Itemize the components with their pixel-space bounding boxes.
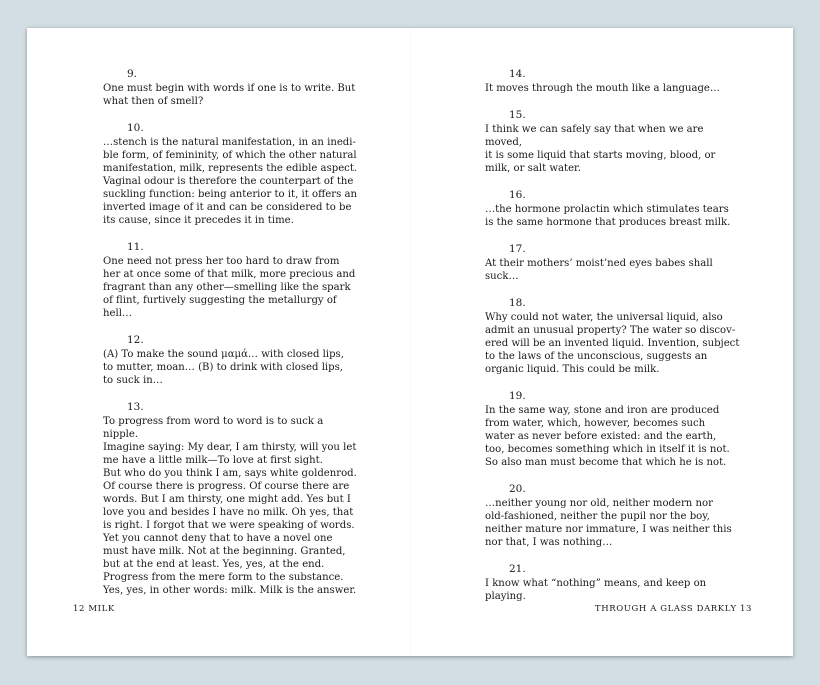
section-number: 10. xyxy=(127,122,144,134)
section-text: I think we can safely say that when we are moved, it is some liquid that starts moving, blood, or milk, or salt water. xyxy=(485,124,716,174)
section-16 xyxy=(485,189,743,229)
section-text: At their mothers’ moist’ned eyes babes shall suck… xyxy=(485,258,713,282)
section-text: …the hormone prolactin which stimulates tears is the same hormone that produces breast milk. xyxy=(485,204,731,228)
section-text: To progress from word to word is to suck a nipple. Imagine saying: My dear, I am thirsty, will you let me have a little milk—To love at first sight. But who do you think I am, says white goldenrod. Of course there is progress. Of course there are words. But I am thirsty, one might add. Yes but I love you and besides I have no milk. Oh yes, that is right. I forgot that we were speaking of words. Yet you cannot deny that to have a novel one must have milk. Not at the beginning. Granted, but at the end at least. Yes, yes, at the end. Progress from the mere form to the substance. Yes, yes, in other words: milk. Milk is the answer. xyxy=(103,416,357,596)
section-number: 15. xyxy=(509,109,526,121)
section-17 xyxy=(485,243,743,283)
section-number: 20. xyxy=(509,483,526,495)
section-19 xyxy=(485,390,743,469)
section-text: In the same way, stone and iron are produced from water, which, however, becomes such water as never before existed: and the earth, too, becomes something which in itself it is not. So also man must become that which he is not. xyxy=(485,405,730,468)
section-12 xyxy=(103,334,361,387)
section-11 xyxy=(103,241,361,320)
section-number: 18. xyxy=(509,297,526,309)
section-number: 21. xyxy=(509,563,526,575)
left-folio: 12 MILK xyxy=(73,604,115,614)
section-number: 14. xyxy=(509,68,526,80)
section-text: (A) To make the sound μαμά… with closed lips, to mutter, moan… (B) to drink with closed lips, to suck in… xyxy=(103,349,344,386)
section-20 xyxy=(485,483,743,549)
section-number: 17. xyxy=(509,243,526,255)
section-text: One need not press her too hard to draw from her at once some of that milk, more precious and fragrant than any other—smelling like the spark of flint, furtively suggesting the metallurgy of hell… xyxy=(103,256,356,319)
section-text: One must begin with words if one is to write. But what then of smell? xyxy=(103,83,356,107)
section-14 xyxy=(485,68,743,95)
section-13 xyxy=(103,401,361,597)
book-gutter xyxy=(410,28,411,656)
section-text: …stench is the natural manifestation, in an inedi- ble form, of femininity, of which the other natural manifestation, milk, represents the edible aspect. Vaginal odour is therefore the counterpart of the suckling function: being anterior to it, it offers an inverted image of it and can be considered to be its cause, since it precedes it in time. xyxy=(103,137,358,226)
section-text: …neither young nor old, neither modern nor old-fashioned, neither the pupil nor the boy, neither mature nor immature, I was neither this nor that, I was nothing… xyxy=(485,498,732,548)
section-text: It moves through the mouth like a language… xyxy=(485,83,720,94)
section-number: 12. xyxy=(127,334,144,346)
book-spread xyxy=(27,28,793,656)
right-page xyxy=(485,68,743,617)
right-folio: THROUGH A GLASS DARKLY 13 xyxy=(594,604,752,614)
section-21 xyxy=(485,563,743,603)
section-15 xyxy=(485,109,743,175)
section-text: Why could not water, the universal liquid, also admit an unusual property? The water so discov- ered will be an invented liquid. Invention, subject to the laws of the unconscious, suggests an organic liquid. This could be milk. xyxy=(485,312,740,375)
section-10 xyxy=(103,122,361,227)
section-number: 16. xyxy=(509,189,526,201)
section-number: 9. xyxy=(127,68,138,80)
section-18 xyxy=(485,297,743,376)
section-text: I know what “nothing” means, and keep on playing. xyxy=(485,578,707,602)
left-page xyxy=(103,68,361,611)
section-9 xyxy=(103,68,361,108)
section-number: 13. xyxy=(127,401,144,413)
section-number: 11. xyxy=(127,241,144,253)
section-number: 19. xyxy=(509,390,526,402)
